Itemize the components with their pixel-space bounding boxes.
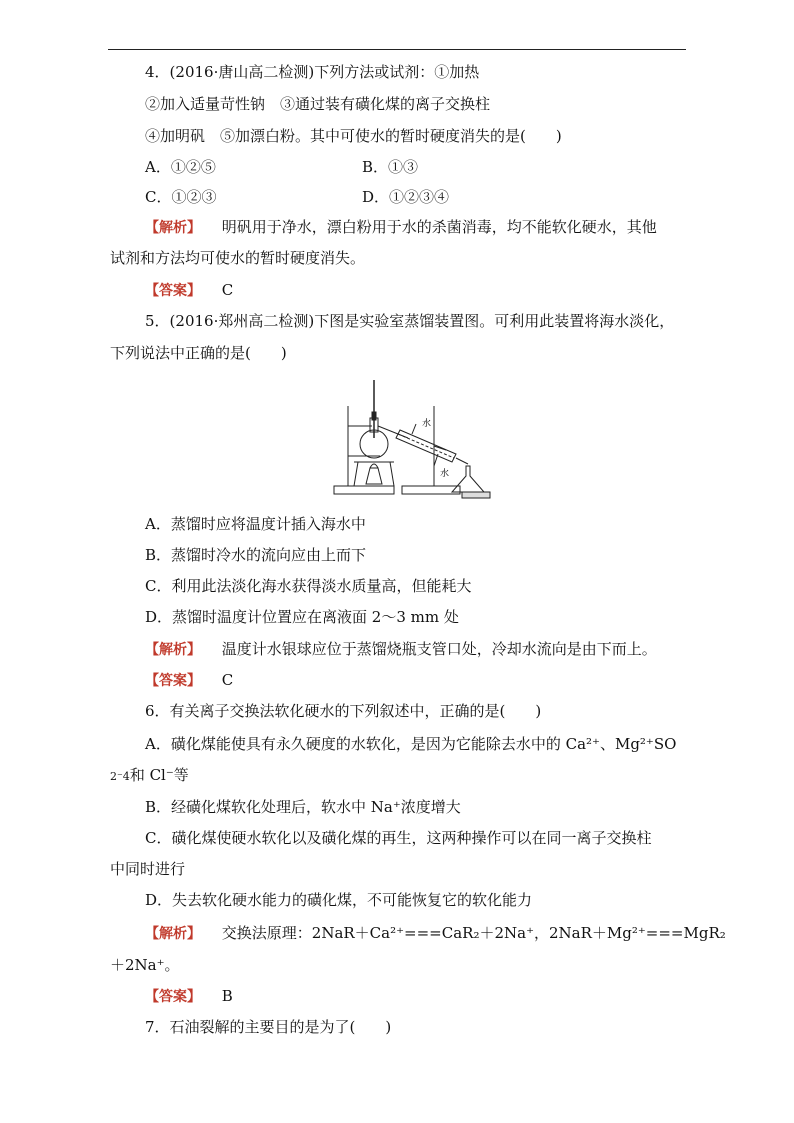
q4-option-a: A．①②⑤ <box>145 158 216 176</box>
analysis-tag: 【解析】 <box>145 220 201 236</box>
q6-option-a-tail: 和 Cl⁻等 <box>129 766 189 784</box>
q6-answer-value: B <box>221 987 233 1005</box>
q5-option-a: A．蒸馏时应将温度计插入海水中 <box>145 515 366 533</box>
q6-analysis-text: 交换法原理：2NaR＋Ca²⁺===CaR₂＋2Na⁺，2NaR＋Mg²⁺===MgR₂ <box>221 924 726 942</box>
water-label-bottom: 水 <box>440 469 450 479</box>
q5-answer <box>145 670 233 691</box>
q4-analysis-line2: 试剂和方法均可使水的暂时硬度消失。 <box>110 249 366 267</box>
q4-answer <box>145 280 233 301</box>
q5-stem-line1: 5．(2016·郑州高二检测)下图是实验室蒸馏装置图。可利用此装置将海水淡化， <box>145 312 675 330</box>
q4-option-b: B．①③ <box>362 158 419 176</box>
burner <box>366 468 382 484</box>
q6-answer <box>145 986 233 1007</box>
sulfate-charge: 2⁻4 <box>110 770 130 783</box>
q6-option-a-line2 <box>110 765 189 787</box>
stand-base-left <box>334 486 394 494</box>
stand-base-right <box>402 486 460 494</box>
answer-tag: 【答案】 <box>145 673 201 689</box>
analysis-tag: 【解析】 <box>145 642 201 658</box>
q5-stem-line2: 下列说法中正确的是( ) <box>110 344 287 362</box>
receiving-flask <box>452 466 484 492</box>
q7-stem: 7．石油裂解的主要目的是为了( ) <box>145 1018 392 1036</box>
answer-tag: 【答案】 <box>145 283 201 299</box>
q6-option-c-line1: C．磺化煤使硬水软化以及磺化煤的再生，这两种操作可以在同一离子交换柱 <box>145 829 652 847</box>
header-rule <box>108 49 686 50</box>
q4-stem-line2: ②加入适量苛性钠 ③通过装有磺化煤的离子交换柱 <box>145 95 491 113</box>
distillation-apparatus-figure <box>330 376 492 500</box>
q4-analysis-text: 明矾用于净水，漂白粉用于水的杀菌消毒，均不能软化硬水，其他 <box>221 218 657 236</box>
q4-option-c: C．①②③ <box>145 188 217 206</box>
q5-analysis-text: 温度计水银球应位于蒸馏烧瓶支管口处，冷却水流向是由下而上。 <box>221 640 657 658</box>
analysis-tag: 【解析】 <box>145 926 201 942</box>
q6-option-b: B．经磺化煤软化处理后，软水中 Na⁺浓度增大 <box>145 798 461 816</box>
q6-analysis-line2: ＋2Na⁺。 <box>110 956 180 974</box>
q4-stem-line3: ④加明矾 ⑤加漂白粉。其中可使水的暂时硬度消失的是( ) <box>145 127 562 145</box>
q5-option-b: B．蒸馏时冷水的流向应由上而下 <box>145 546 367 564</box>
q6-option-d: D．失去软化硬水能力的磺化煤，不可能恢复它的软化能力 <box>145 891 533 909</box>
q5-option-d: D．蒸馏时温度计位置应在离液面 2～3 mm 处 <box>145 608 459 626</box>
answer-tag: 【答案】 <box>145 989 201 1005</box>
q6-analysis-line1 <box>145 923 726 944</box>
q4-answer-value: C <box>221 281 234 299</box>
water-label-top: 水 <box>422 419 432 429</box>
q6-stem: 6．有关离子交换法软化硬水的下列叙述中，正确的是( ) <box>145 702 542 720</box>
q6-option-a-line1: A．磺化煤能使具有永久硬度的水软化，是因为它能除去水中的 Ca²⁺、Mg²⁺SO <box>145 735 677 753</box>
q4-option-d: D．①②③④ <box>362 188 450 206</box>
q6-option-c-line2: 中同时进行 <box>110 860 186 878</box>
q5-analysis <box>145 639 657 660</box>
q5-option-c: C．利用此法淡化海水获得淡水质量高，但能耗大 <box>145 577 472 595</box>
q5-answer-value: C <box>221 671 234 689</box>
q4-analysis-line1 <box>145 217 657 238</box>
q4-stem-line1: 4．(2016·唐山高二检测)下列方法或试剂：①加热 <box>145 63 480 81</box>
